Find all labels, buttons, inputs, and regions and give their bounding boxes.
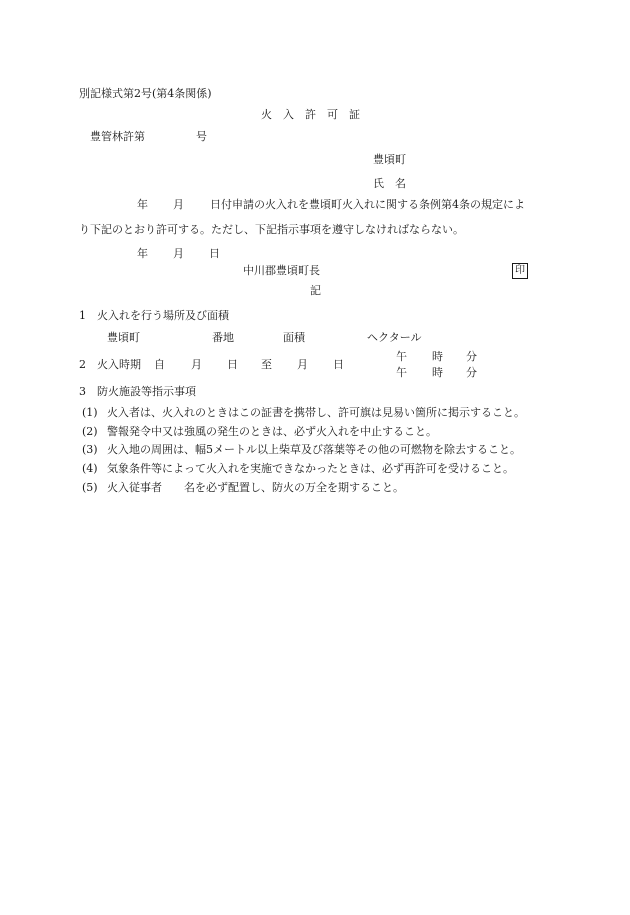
item3-text-3: 火入地の周囲は、幅5メートル以上柴草及び落葉等その他の可燃物を除去すること。 [107, 443, 521, 456]
document-title: 火 入 許 可 証 [261, 108, 360, 121]
item3-num-2: (2) [82, 425, 98, 438]
issue-year: 年 [137, 247, 148, 260]
body-text-line1: 日付申請の火入れを豊頃町火入れに関する条例第4条の規定によ [210, 198, 525, 211]
item3-heading: 3 防火施設等指示事項 [79, 385, 196, 398]
item2-day2: 日 [333, 358, 344, 371]
item3-num-5: (5) [82, 481, 98, 494]
item2-hour2: 時 [432, 366, 443, 379]
seal-stamp: 印 [512, 263, 528, 279]
permit-number-prefix: 豊管林許第 [90, 130, 145, 143]
body-text-line2: り下記のとおり許可する。ただし、下記指示事項を遵守しなければならない。 [79, 223, 464, 236]
item3-num-3: (3) [82, 443, 98, 456]
item2-am2: 午 [396, 366, 407, 379]
item2-month: 月 [191, 358, 202, 371]
item1-banchi: 番地 [212, 331, 234, 344]
item3-text-2: 警報発令中又は強風の発生のときは、必ず火入れを中止すること。 [107, 425, 437, 438]
applicant-town: 豊頃町 [373, 153, 406, 166]
item2-label: 2 火入時期 [79, 358, 141, 371]
issue-day: 日 [209, 247, 220, 260]
item1-town: 豊頃町 [107, 331, 140, 344]
item3-num-4: (4) [82, 462, 98, 475]
body-month: 月 [173, 198, 184, 211]
form-reference: 別記様式第2号(第4条関係) [79, 87, 212, 100]
item2-day: 日 [227, 358, 238, 371]
item2-hour: 時 [432, 350, 443, 363]
item2-am: 午 [396, 350, 407, 363]
issuer-name: 中川郡豊頃町長 [243, 264, 320, 277]
item2-minute: 分 [466, 350, 477, 363]
applicant-name-label: 氏 名 [373, 177, 406, 190]
item3-text-1: 火入者は、火入れのときはこの証書を携帯し、許可旗は見易い箇所に掲示すること。 [107, 406, 525, 419]
item1-heading: 1 火入れを行う場所及び面積 [79, 309, 229, 322]
item1-area-label: 面積 [283, 331, 305, 344]
item3-num-1: (1) [82, 406, 98, 419]
issue-month: 月 [173, 247, 184, 260]
body-year: 年 [137, 198, 148, 211]
permit-number-suffix: 号 [196, 130, 207, 143]
item2-month2: 月 [297, 358, 308, 371]
item3-text-4: 気象条件等によって火入れを実施できなかったときは、必ず再許可を受けること。 [107, 462, 514, 475]
item1-unit: ヘクタール [367, 331, 422, 344]
item2-to: 至 [261, 358, 272, 371]
item2-from: 自 [154, 358, 165, 371]
item2-minute2: 分 [466, 366, 477, 379]
ki-heading: 記 [310, 284, 321, 297]
item3-text-5: 火入従事者 名を必ず配置し、防火の万全を期すること。 [107, 481, 404, 494]
